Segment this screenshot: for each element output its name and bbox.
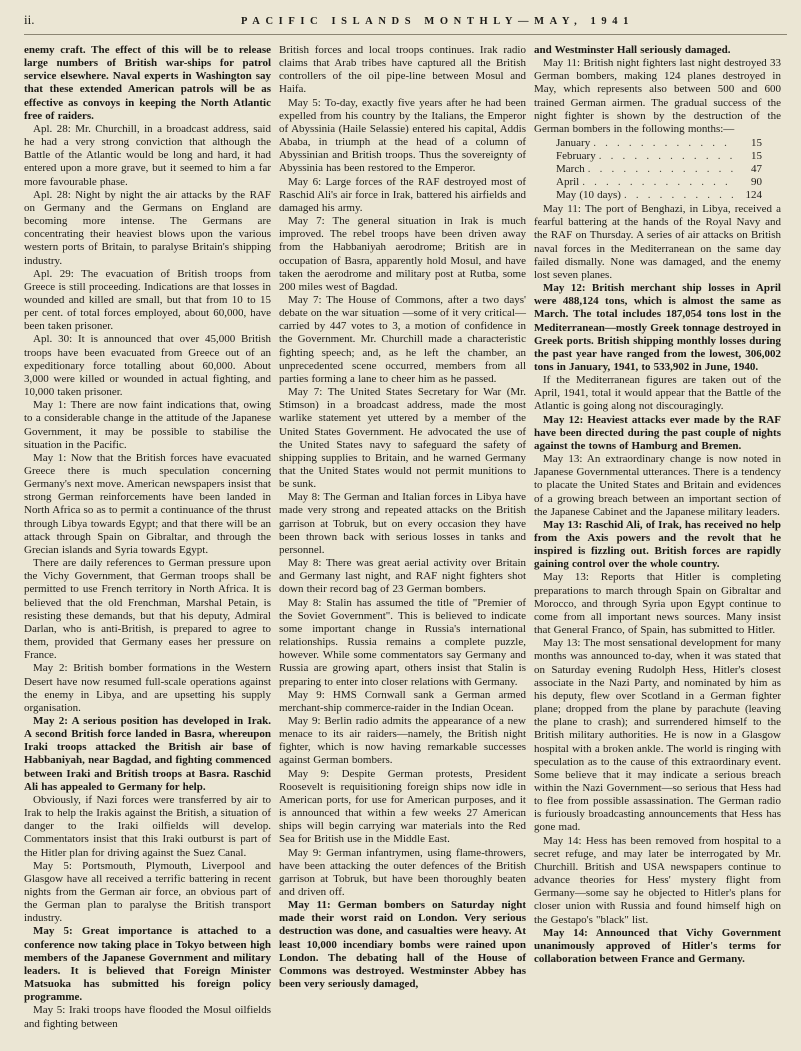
column-right: [534, 44, 781, 1031]
news-paragraph: May 14: Hess has been removed from hospital to a secret refuge, and may later be interrogated by Mr. Churchill. British and USA newspapers continue to advance theories for Hess' mystery flight from Germany—some say he objected to Hitler's plans for closer union with Russia and found himself high on the Gestapo's "black" list.: [534, 834, 781, 926]
news-paragraph: May 1: There are now faint indications that, owing to a considerable change in the attitude of the Japanese Government, it may be possible to stabilise the situation in the Pacific.: [24, 399, 271, 451]
news-paragraph: May 11: The port of Benghazi, in Libya, received a fearful battering at the hands of the Royal Navy and the RAF on Thursday. A series of air attacks on British naval forces in the Mediterranean on the same day failed dismally. None was damaged, and the enemy lost seven planes.: [534, 203, 781, 281]
news-paragraph: May 12: British merchant ship losses in April were 488,124 tons, which is almost the same as March. The total includes 187,054 tons lost in the Mediterranean—mostly Greek tonnage destroyed in Greek ports. British shipping monthly losses during the past year have ranged from the lowest, 306,002 tons in January, 1941, to 533,902 in June, 1940.: [534, 282, 781, 373]
news-paragraph: May 5: Portsmouth, Plymouth, Liverpool and Glasgow have all received a terrific battering in recent nights from the German air force, an obvious part of the German plan to paralyse the British transport industry.: [24, 859, 271, 925]
news-paragraph: May 13: An extraordinary change is now noted in Japanese Governmental utterances. There is a tendency to placate the United States and Britain and evidences of a growing breach between an important section of the Japanese Cabinet and the Japanese military leaders.: [534, 453, 781, 518]
news-paragraph: Obviously, if Nazi forces were transferred by air to Irak to help the Irakis against the British, a situation of danger to the Iraki oilfields will develop. Commentators insist that this Iraki outburst is part of the Hitler plan for driving against the Suez Canal.: [24, 793, 271, 859]
tally-row: [556, 137, 762, 150]
news-paragraph: British forces and local troops continues. Irak radio claims that Arab tribes have captured all the British controllers of the oil pipe-line between Mosul and Haifa.: [279, 44, 526, 96]
tally-month: January: [556, 137, 591, 150]
news-paragraph: Apl. 28: Mr. Churchill, in a broadcast address, said he had a very strong conviction that although the Battle of the Atlantic would be long and hard, it had entered upon a more grave, but it seemed to him a far more favourable phase.: [24, 122, 271, 188]
news-paragraph: May 7: The House of Commons, after a two days' debate on the war situation —some of it very critical—carried by 447 votes to 3, a motion of confidence in the Government. Mr. Churchill made a characteristic fighting speech; and, as he left the chamber, an unprecedented scene occurred, members from all parties forming a lane to cheer him as he passed.: [279, 293, 526, 385]
news-paragraph: May 8: The German and Italian forces in Libya have made very strong and repeated attacks on the British garrison at Tobruk, but on every occasion they have been thrown back with serious losses in tanks and personnel.: [279, 491, 526, 556]
news-paragraph: May 9: German infantrymen, using flame-throwers, have been attacking the outer defences of the British garrison at Tobruk, but have been thoroughly beaten and driven off.: [279, 846, 526, 898]
news-paragraph: May 11: German bombers on Saturday night made their worst raid on London. Very serious destruction was done, and casualties were heavy. At least 10,000 incendiary bombs were rained upon London. The debating hall of the House of Commons was destroyed. Westminster Abbey has been very seriously damaged,: [279, 899, 526, 991]
tally-leader-dots: [588, 163, 733, 176]
news-paragraph: May 9: HMS Cornwall sank a German armed merchant-ship commerce-raider in the Indian Ocean.: [279, 688, 526, 714]
news-paragraph: May 8: There was great aerial activity over Britain and Germany last night, and RAF night fighters shot down their record bag of 23 German bombers.: [279, 557, 526, 596]
news-paragraph: May 7: The United States Secretary for War (Mr. Stimson) in a broadcast address, made the most warlike statement yet uttered by a member of the United States Government. He advocated the use of the United States navy to safeguard the safety of shipping supplies to Britain, and he warned Germany that the United States would not permit munitions to be sunk.: [279, 386, 526, 491]
tally-count: 15: [751, 150, 762, 163]
news-paragraph: May 13: Raschid Ali, of Irak, has received no help from the Axis powers and the revolt that he inspired is fizzling out. British forces are rapidly gaining control over the whole country.: [534, 518, 781, 571]
news-paragraph: Apl. 29: The evacuation of British troops from Greece is still proceeding. Indications are that losses in wounded and killed are small, but that from 10 to 15 per cent. of total forces employed, about 60,000, have been taken prisoner.: [24, 267, 271, 333]
news-paragraph: May 13: The most sensational development for many months was announced to-day, when it was stated that on Saturday evening Rudolph Hess, Hitler's closest associate in the Nazi Party, and nominated by him as his deputy, flew over Scotland in a German fighter plane; dropped from the plane by parachute (leaving the plane to crash); and surrendered himself to the British military authorities. He is now in a Glasgow hospital with a broken ankle. The world is ringing with speculation as to the cause of this extraordinary event. Some believe that it may indicate a serious breach within the Nazi Government—so serious that Hess had to flee from possible assassination. The German radio is furiously broadcasting announcements that Hess has gone mad.: [534, 637, 781, 834]
column-middle: [279, 44, 526, 1031]
news-paragraph: May 8: Stalin has assumed the title of "Premier of the Soviet Government". This is believed to indicate some important change in Russia's international relationships. Russia remains a complete puzzle, however. While some commentators say Germany and Russia are growing apart, others insist that Stalin is preparing to enter into closer relations with Germany.: [279, 596, 526, 688]
news-paragraph: May 9: Despite German protests, President Roosevelt is requisitioning foreign ships now idle in American ports, for use for American purposes, and it is announced that within a few weeks 27 American ships will begin carrying war materials into the Red Sea for British use in the Middle East.: [279, 767, 526, 846]
tally-leader-dots: [624, 189, 733, 202]
tally-count: 90: [751, 176, 762, 189]
news-paragraph: May 1: Now that the British forces have evacuated Greece there is much speculation concerning Germany's next move. American newspapers insist that strong German reinforcements have been landed in North Africa so as to permit a continuance of the thrust through Libya towards Egypt; and that there will be an attack through Spain on Gibraltar, and through the Grecian islands and Syria towards Egypt.: [24, 451, 271, 556]
news-paragraph: May 13: Reports that Hitler is completing preparations to march through Spain on Gibraltar and Morocco, and through Syria upon Egypt continue to come from all important news sources. Many insist that General Franco, of Spain, has submitted to Hitler.: [534, 571, 781, 637]
tally-count: 124: [745, 189, 762, 202]
news-paragraph: May 2: British bomber formations in the Western Desert have now resumed full-scale operations against the enemy in Libya, and are upsetting his supply organisation.: [24, 662, 271, 714]
tally-leader-dots: [582, 176, 733, 189]
news-paragraph: May 9: Berlin radio admits the appearance of a new menace to its air raiders—namely, the British night fighter, which is now having remarkable successes against German bombers.: [279, 714, 526, 767]
news-paragraph: May 14: Announced that Vichy Government unanimously approved of Hitler's terms for collaboration between France and Germany.: [534, 926, 781, 965]
bomber-tally: [534, 137, 781, 202]
tally-count: 47: [751, 163, 762, 176]
page-number: ii.: [24, 12, 35, 27]
tally-row: [556, 150, 762, 163]
tally-count: 15: [751, 137, 762, 150]
tally-leader-dots: [593, 137, 733, 150]
news-paragraph: May 2: A serious position has developed in Irak. A second British force landed in Basra, whereupon Iraki troops attacked the British air base of Habbaniyah, near Bagdad, and fighting commenced between Iraki and British troops at Basra. Raschid Ali has appealed to Germany for help.: [24, 714, 271, 793]
tally-row: [556, 176, 762, 189]
tally-month: March: [556, 163, 585, 176]
tally-month: April: [556, 176, 580, 189]
news-paragraph: May 5: Great importance is attached to a conference now taking place in Tokyo between high members of the Japanese Government and military leaders. It is believed that Foreign Minister Matsuoka has submitted his foreign policy programme.: [24, 925, 271, 1004]
news-paragraph: Apl. 30: It is announced that over 45,000 British troops have been evacuated from Greece out of an expeditionary force totalling about 60,000. About 3,000 were killed or wounded in actual fighting, and 10,000 taken prisoner.: [24, 333, 271, 399]
news-paragraph: May 6: Large forces of the RAF destroyed most of Raschid Ali's air force in Irak, battered his airfields and damaged his army.: [279, 175, 526, 214]
tally-month: February: [556, 150, 596, 163]
news-paragraph: May 11: British night fighters last night destroyed 33 German bombers, making 124 planes destroyed in May, which represents also between 500 and 600 trained German airmen. The gradual success of the night fighter is shown by the destruction of the German bombers in the following months:—: [534, 57, 781, 135]
news-paragraph: Apl. 28: Night by night the air attacks by the RAF on Germany and the Germans on England are becoming more intense. The Germans are concentrating their heaviest blows upon the various western ports of Britain, to paralyse Britain's shipping industry.: [24, 188, 271, 267]
news-paragraph: May 12: Heaviest attacks ever made by the RAF have been directed during the past couple of nights against the towns of Hamburg and Bremen.: [534, 413, 781, 452]
news-paragraph: There are daily references to German pressure upon the Vichy Government, that German troops shall be permitted to use French territory in North Africa. It is believed that the old Frenchman, Marshal Petain, is resisting these demands, but that his deputy, Admiral Darlan, who is anti-British, is prepared to agree to them, provided that Germany eases her pressure on France.: [24, 557, 271, 662]
news-paragraph: May 5: Iraki troops have flooded the Mosul oilfields and fighting between: [24, 1004, 271, 1030]
news-paragraph: May 5: To-day, exactly five years after he had been expelled from his country by the Italians, the Emperor of Abyssinia (Haile Selassie) entered his capital, Addis Ababa, in triumph at the head of a column of Abyssinian and British troops. Thus the sovereignty of Abyssinia has been restored to the Emperor.: [279, 96, 526, 175]
tally-row: [556, 189, 762, 202]
tally-leader-dots: [599, 150, 733, 163]
news-paragraph: enemy craft. The effect of this will be to release large numbers of British war-ships for patrol service elsewhere. Naval experts in Washington say that these extended American patrols will be as effective as convoys in keeping the North Atlantic free of raiders.: [24, 44, 271, 122]
tally-month: May (10 days): [556, 189, 621, 202]
news-paragraph: May 7: The general situation in Irak is much improved. The rebel troops have been driven away from the Habbaniyah aerodrome; British are in occupation of Basra, apparently hold Mosul, and have taken the aerodrome and military post at Rutba, some 200 miles west of Bagdad.: [279, 215, 526, 293]
news-paragraph: and Westminster Hall seriously damaged.: [534, 44, 731, 56]
running-title: PACIFIC ISLANDS MONTHLY—MAY, 1941: [241, 16, 634, 27]
column-left: [24, 44, 271, 1031]
running-header: [24, 12, 787, 35]
text-columns: [24, 44, 787, 1031]
news-paragraph: If the Mediterranean figures are taken out of the April, 1941, total it would appear that the Battle of the Atlantic is going along not discouragingly.: [534, 374, 781, 413]
tally-row: [556, 163, 762, 176]
